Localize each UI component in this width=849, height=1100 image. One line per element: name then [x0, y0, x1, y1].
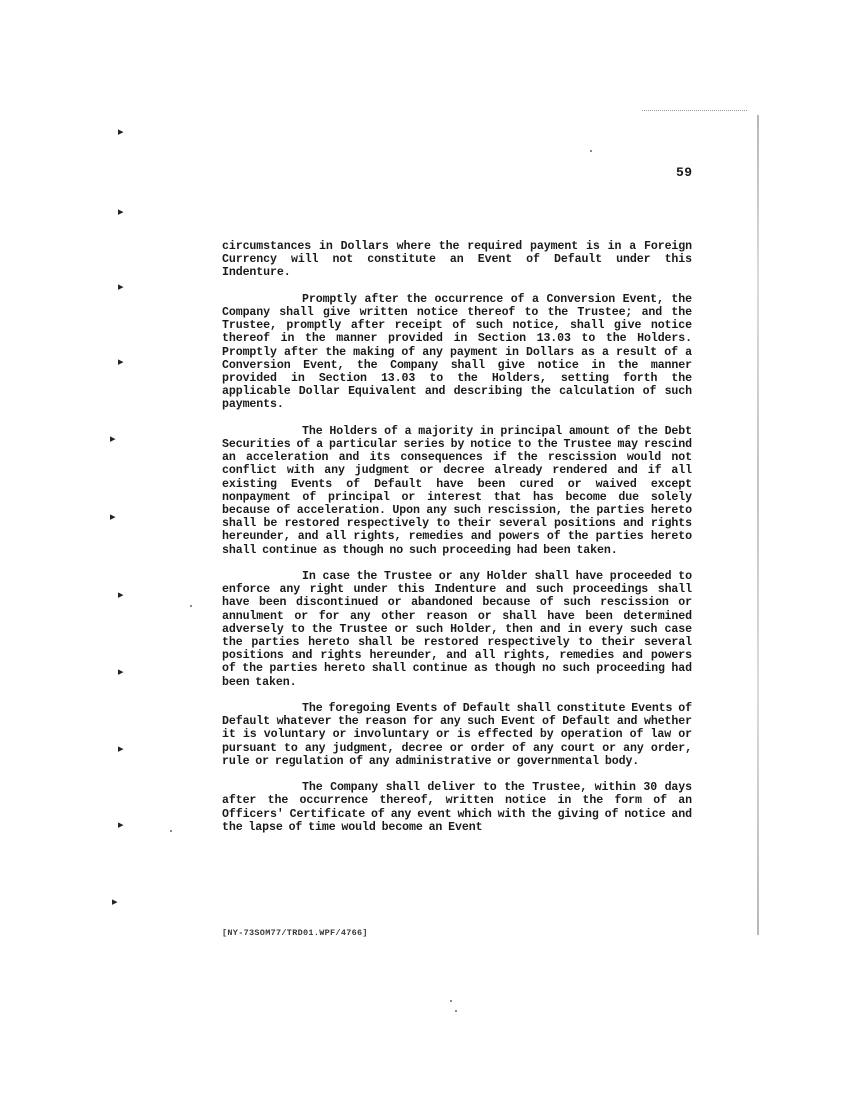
binder-hole-mark: ▸: [118, 588, 124, 601]
binder-hole-mark: ▸: [112, 895, 118, 908]
binder-hole-mark: ▸: [118, 742, 124, 755]
binder-hole-mark: ▸: [118, 665, 124, 678]
document-body: [222, 240, 692, 847]
paragraph: The foregoing Events of Default shall constitute Events of Default whatever the reason for any such Event of Default and whether it is voluntary or involuntary or is effected by operation of law or pursuant to any judgment, decree or order of any court or any order, rule or regulation of any administrative or governmental body.: [222, 702, 692, 768]
scan-speck: [455, 1010, 457, 1012]
binder-hole-mark: ▸: [118, 205, 124, 218]
footer-document-code: [NY-73SOM77/TRD01.WPF/4766]: [222, 928, 368, 938]
scan-edge-line-top: [642, 110, 747, 112]
paragraph: The Holders of a majority in principal amount of the Debt Securities of a particular series by notice to the Trustee may rescind an acceleration and its consequences if the rescission would not conflict with any judgment or decree already rendered and if all existing Events of Default have been cured or waived except nonpayment of principal or interest that has become due solely because of acceleration. Upon any such rescission, the parties hereto shall be restored respectively to their several positions and rights hereunder, and all rights, remedies and powers of the parties hereto shall continue as though no such proceeding had been taken.: [222, 424, 692, 557]
paragraph: The Company shall deliver to the Trustee, within 30 days after the occurrence thereof, written notice in the form of an Officers' Certificate of any event which with the giving of notice and the lapse of time would become an Event: [222, 781, 692, 834]
binder-hole-mark: ▸: [110, 510, 116, 523]
paragraph: In case the Trustee or any Holder shall have proceeded to enforce any right under this Indenture and such proceedings shall have been discontinued or abandoned because of such rescission or annulment or for any other reason or shall have been determined adversely to the Trustee or such Holder, then and in every such case the parties hereto shall be restored respectively to their several positions and rights hereunder, and all rights, remedies and powers of the parties hereto shall continue as though no such proceeding had been taken.: [222, 570, 692, 689]
binder-hole-mark: ▸: [110, 432, 116, 445]
binder-hole-mark: ▸: [118, 355, 124, 368]
scan-speck: [450, 1000, 452, 1002]
binder-hole-mark: ▸: [118, 280, 124, 293]
scan-edge-line-right: [757, 115, 759, 935]
binder-hole-mark: ▸: [118, 125, 124, 138]
page-number: 59: [676, 165, 693, 180]
scan-speck: [590, 150, 592, 152]
scan-speck: [170, 830, 172, 832]
paragraph: circumstances in Dollars where the required payment is in a Foreign Currency will not constitute an Event of Default under this Indenture.: [222, 240, 692, 280]
binder-hole-mark: ▸: [118, 818, 124, 831]
scan-speck: [190, 605, 192, 607]
paragraph: Promptly after the occurrence of a Conversion Event, the Company shall give written notice thereof to the Trustee; and the Trustee, promptly after receipt of such notice, shall give notice thereof in the manner provided in Section 13.03 to the Holders. Promptly after the making of any payment in Dollars as a result of a Conversion Event, the Company shall give notice in the manner provided in Section 13.03 to the Holders, setting forth the applicable Dollar Equivalent and describing the calculation of such payments.: [222, 292, 692, 412]
